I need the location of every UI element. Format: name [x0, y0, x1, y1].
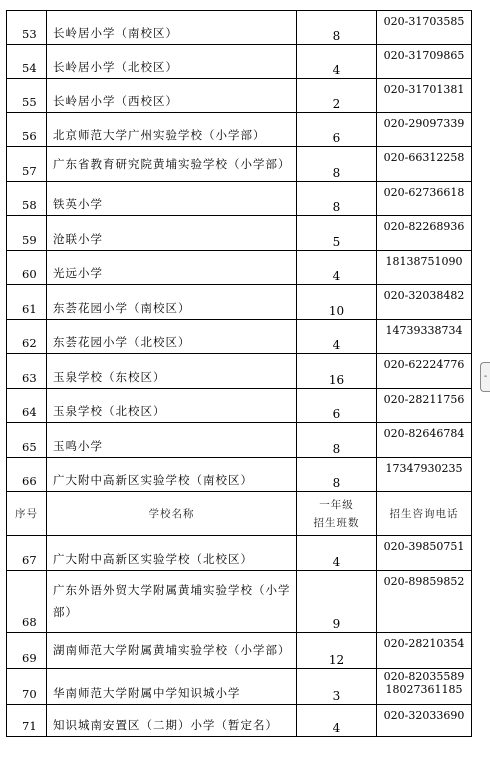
- class-count: 4: [297, 320, 377, 354]
- school-name: 沧联小学: [47, 216, 297, 251]
- class-count: 5: [297, 216, 377, 251]
- table-row: [7, 536, 472, 571]
- row-number: 61: [7, 285, 47, 320]
- table-row: [7, 285, 472, 320]
- row-number: 60: [7, 251, 47, 285]
- row-number: 67: [7, 536, 47, 571]
- class-count: 6: [297, 113, 377, 147]
- table-header-row: [7, 492, 472, 536]
- header-class-count: [297, 492, 377, 536]
- table-header-block: [7, 492, 472, 536]
- table-row: [7, 423, 472, 458]
- table-row: [7, 354, 472, 389]
- table-row: [7, 669, 472, 705]
- phone-number: 020-28211756: [377, 389, 472, 423]
- row-number: 63: [7, 354, 47, 389]
- row-number: 64: [7, 389, 47, 423]
- school-name: 北京师范大学广州实验学校（小学部）: [47, 113, 297, 147]
- school-name: 长岭居小学（南校区）: [47, 11, 297, 45]
- school-name: 广大附中高新区实验学校（北校区）: [47, 536, 297, 571]
- table-row: [7, 147, 472, 182]
- table-row: [7, 11, 472, 45]
- school-name: 玉鸣小学: [47, 423, 297, 458]
- class-count: 4: [297, 536, 377, 571]
- school-name: 东荟花园小学（北校区）: [47, 320, 297, 354]
- class-count: 4: [297, 705, 377, 737]
- table-row: [7, 633, 472, 669]
- class-count: 6: [297, 389, 377, 423]
- row-number: 65: [7, 423, 47, 458]
- phone-number: 020-82268936: [377, 216, 472, 251]
- phone-number: 020-39850751: [377, 536, 472, 571]
- phone-number: 020-32033690: [377, 705, 472, 737]
- class-count: 16: [297, 354, 377, 389]
- table-body-bottom: [7, 536, 472, 737]
- table-row: [7, 389, 472, 423]
- school-table: [6, 10, 472, 737]
- phone-cell: [377, 669, 472, 705]
- row-number: 68: [7, 571, 47, 633]
- table-row: [7, 320, 472, 354]
- phone-number: 020-31703585: [377, 11, 472, 45]
- school-name: 广东外语外贸大学附属黄埔实验学校（小学部）: [47, 571, 297, 633]
- class-count: 8: [297, 458, 377, 492]
- table-row: [7, 79, 472, 113]
- row-number: 56: [7, 113, 47, 147]
- class-count: 8: [297, 147, 377, 182]
- phone-number-secondary: 18027361185: [385, 683, 463, 696]
- table-row: [7, 182, 472, 216]
- school-name: 长岭居小学（西校区）: [47, 79, 297, 113]
- table-body-top: [7, 11, 472, 492]
- phone-number: 020-31709865: [377, 45, 472, 79]
- header-class-count-line1: 一年级: [319, 498, 354, 511]
- phone-number: 020-32038482: [377, 285, 472, 320]
- class-count: 4: [297, 45, 377, 79]
- phone-number: 020-82646784: [377, 423, 472, 458]
- row-number: 70: [7, 669, 47, 705]
- phone-number: 020-66312258: [377, 147, 472, 182]
- class-count: 4: [297, 251, 377, 285]
- school-name: 广东省教育研究院黄埔实验学校（小学部）: [47, 147, 297, 182]
- class-count: 8: [297, 182, 377, 216]
- table-row: [7, 705, 472, 737]
- table-row: [7, 251, 472, 285]
- school-name: 湖南师范大学附属黄埔实验学校（小学部）: [47, 633, 297, 669]
- school-name: 华南师范大学附属中学知识城小学: [47, 669, 297, 705]
- school-name: 知识城南安置区（二期）小学（暂定名）: [47, 705, 297, 737]
- school-name: 广大附中高新区实验学校（南校区）: [47, 458, 297, 492]
- school-name: 玉泉学校（东校区）: [47, 354, 297, 389]
- phone-number: 14739338734: [377, 320, 472, 354]
- table-row: [7, 458, 472, 492]
- class-count: 3: [297, 669, 377, 705]
- phone-number: 020-28210354: [377, 633, 472, 669]
- class-count: 12: [297, 633, 377, 669]
- row-number: 58: [7, 182, 47, 216]
- class-count: 9: [297, 571, 377, 633]
- phone-number: 020-62736618: [377, 182, 472, 216]
- row-number: 69: [7, 633, 47, 669]
- school-name: 铁英小学: [47, 182, 297, 216]
- row-number: 71: [7, 705, 47, 737]
- phone-number: 17347930235: [377, 458, 472, 492]
- table-row: [7, 216, 472, 251]
- table-row: [7, 571, 472, 633]
- phone-number: 020-89859852: [377, 571, 472, 633]
- collapse-button[interactable]: -: [480, 362, 490, 392]
- row-number: 66: [7, 458, 47, 492]
- phone-number: 18138751090: [377, 251, 472, 285]
- phone-number: 020-29097339: [377, 113, 472, 147]
- row-number: 55: [7, 79, 47, 113]
- row-number: 54: [7, 45, 47, 79]
- header-school-name: 学校名称: [47, 492, 297, 536]
- header-phone: 招生咨询电话: [377, 492, 472, 536]
- class-count: 8: [297, 423, 377, 458]
- table-row: [7, 113, 472, 147]
- phone-number: 020-31701381: [377, 79, 472, 113]
- school-name: 玉泉学校（北校区）: [47, 389, 297, 423]
- table-row: [7, 45, 472, 79]
- header-number: 序号: [7, 492, 47, 536]
- row-number: 53: [7, 11, 47, 45]
- phone-number: 020-62224776: [377, 354, 472, 389]
- row-number: 62: [7, 320, 47, 354]
- row-number: 59: [7, 216, 47, 251]
- header-class-count-line2: 招生班数: [313, 516, 360, 529]
- class-count: 8: [297, 11, 377, 45]
- class-count: 2: [297, 79, 377, 113]
- phone-number: 020-82035589: [383, 670, 465, 683]
- school-name: 长岭居小学（北校区）: [47, 45, 297, 79]
- class-count: 10: [297, 285, 377, 320]
- school-name: 东荟花园小学（南校区）: [47, 285, 297, 320]
- row-number: 57: [7, 147, 47, 182]
- school-name: 光远小学: [47, 251, 297, 285]
